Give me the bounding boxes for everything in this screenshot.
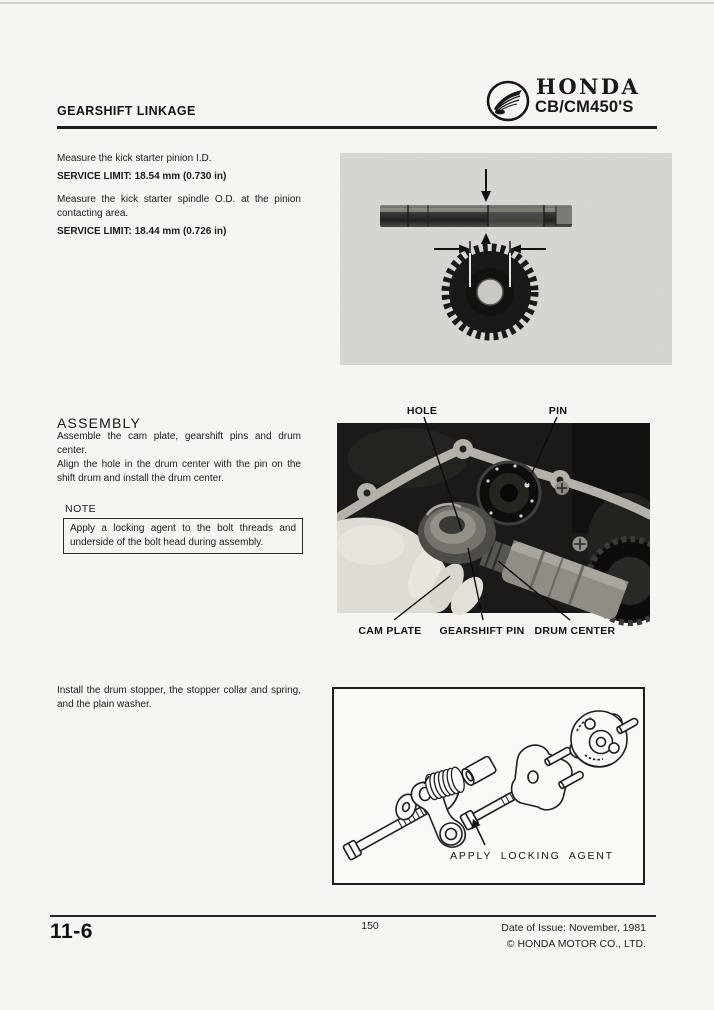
drum-center-part: [570, 711, 627, 767]
footer-rule: [50, 915, 656, 917]
page-number: 150: [361, 920, 379, 932]
note-box: Apply a locking agent to the bolt threads and underside of the bolt head during assembly.: [63, 518, 303, 554]
brand-wordmark: HONDA: [536, 74, 641, 99]
cam-plate-callout-label: CAM PLATE: [358, 625, 422, 637]
cam-plate-stack: [418, 502, 496, 564]
hole-callout-label: HOLE: [406, 405, 438, 417]
install-para: Install the drum stopper, the stopper collar and spring, and the plain washer.: [57, 685, 301, 710]
assembly-heading: ASSEMBLY: [57, 415, 142, 431]
drum-center-installation-figure: [337, 398, 650, 638]
engine-case-photo: [337, 423, 650, 623]
scan-artifact-line: [0, 2, 714, 4]
gearshift-pin-callout-label: GEARSHIFT PIN: [439, 625, 525, 637]
assembly-section: [57, 416, 301, 486]
page-title: GEARSHIFT LINKAGE: [57, 104, 196, 118]
install-section: [57, 684, 301, 712]
brand-model: CB/CM450'S: [535, 98, 634, 116]
measure-instruction-1: Measure the kick starter pinion I.D.: [57, 153, 212, 164]
note-label: NOTE: [65, 503, 97, 515]
service-limit-2: SERVICE LIMIT: 18.44 mm (0.726 in): [57, 226, 227, 237]
measure-instruction-2: Measure the kick starter spindle O.D. at the pinion contacting area.: [57, 194, 301, 219]
kick-starter-spindle: [380, 205, 572, 227]
service-limit-1: SERVICE LIMIT: 18.54 mm (0.730 in): [57, 171, 227, 182]
header-rule: [57, 126, 657, 129]
drum-stopper-exploded-diagram: [332, 687, 645, 885]
assembly-para-1: Assemble the cam plate, gearshift pins and drum center.: [57, 431, 301, 456]
kick-starter-measurement-photo: [340, 153, 672, 365]
assembly-para-2: Align the hole in the drum center with the pin on the shift drum and install the drum center.: [57, 459, 301, 484]
pin-callout-label: PIN: [548, 405, 568, 417]
note-block: [63, 503, 303, 554]
drum-center-callout-label: DRUM CENTER: [534, 625, 616, 637]
chapter-page-code: 11-6: [50, 920, 93, 943]
issue-date: Date of Issue: November, 1981: [501, 922, 646, 934]
issue-info: [386, 920, 646, 952]
measure-section: [57, 152, 301, 248]
brand-block: [486, 76, 666, 122]
copyright-line: © HONDA MOTOR CO., LTD.: [506, 938, 646, 950]
honda-wing-icon: [486, 80, 530, 122]
locking-agent-label: APPLY LOCKING AGENT: [450, 850, 614, 862]
